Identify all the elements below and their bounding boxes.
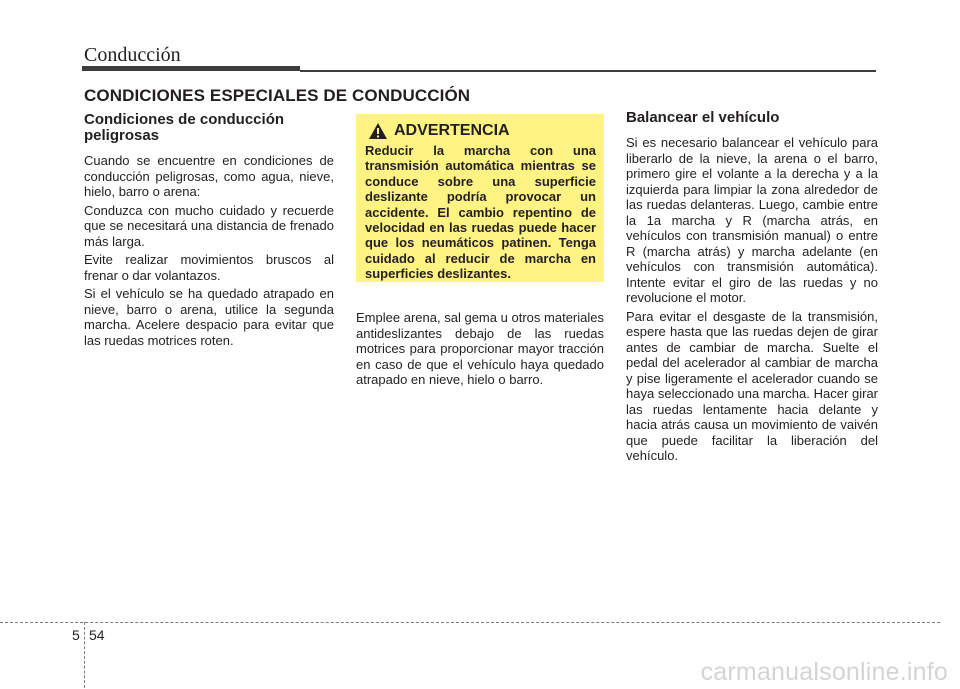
paragraph: Conduzca con mucho cuidado y recuerde que se necesitará una distancia de frenado más larga. xyxy=(84,202,334,249)
paragraph: Si el vehículo se ha quedado atrapado en nieve, barro o arena, utilice la segunda marcha. Acelere despacio para evitar que las ruedas motrices roten. xyxy=(84,286,334,348)
chapter-title: Conducción xyxy=(84,44,181,66)
footer-divider xyxy=(0,622,940,623)
subheading-rocking-vehicle: Balancear el vehículo xyxy=(626,109,780,126)
header-rule-thick xyxy=(82,66,300,71)
paragraph: Emplee arena, sal gema u otros materiales antideslizantes debajo de las ruedas motrices para proporcionar mayor tracción en caso de que el vehículo haya quedado atrapado en nieve, hielo o barro. xyxy=(356,310,604,387)
paragraph: Cuando se encuentre en condiciones de conducción peligrosas, como agua, nieve, hielo, barro o arena: xyxy=(84,153,334,199)
subheading-dangerous-conditions: Condiciones de conducción peligrosas xyxy=(84,111,285,144)
warning-body: Reducir la marcha con una transmisión automática mientras se conduce sobre una superficie deslizante podría provocar un accidente. El cambio repentino de velocidad en las ruedas puede hacer que los neumáticos patinen. Tenga cuidado al reducir de marcha en superficies deslizantes. xyxy=(365,143,596,282)
warning-header xyxy=(365,122,596,140)
page-number-divider xyxy=(84,622,85,688)
paragraph: Si es necesario balancear el vehículo para liberarlo de la nieve, la arena o el barro, primero gire el volante a la derecha y a la izquierda para limpiar la zona alrededor de las ruedas delanteras. Luego, cambie entre la 1a marcha y R (marcha atrás, en vehículos con transmisión manual) o entre R (marcha atrás) y marcha adelante (en vehículos con transmisión automática). Intente evitar el giro de las ruedas y no revolucione el motor. xyxy=(626,135,878,305)
chapter-number: 5 xyxy=(72,627,80,643)
column-right xyxy=(626,110,878,467)
column-middle xyxy=(356,310,604,391)
watermark: carmanualsonline.info xyxy=(700,658,948,686)
header-rule-thin xyxy=(300,70,876,72)
section-heading: CONDICIONES ESPECIALES DE CONDUCCIÓN xyxy=(84,86,471,105)
column-left xyxy=(84,112,334,351)
warning-triangle-icon xyxy=(368,122,388,140)
paragraph: Para evitar el desgaste de la transmisión, espere hasta que las ruedas dejen de girar antes de cambiar de marcha. Suelte el pedal del acelerador al cambiar de marcha y pise ligeramente el acelerador cuando se haya seleccionado una marcha. Hacer girar las ruedas lentamente hacia delante y hacia atrás causa un movimiento de vaivén que puede facilitar la liberación del vehículo. xyxy=(626,308,878,463)
paragraph: Evite realizar movimientos bruscos al frenar o dar volantazos. xyxy=(84,252,334,283)
warning-title: ADVERTENCIA xyxy=(394,122,510,139)
warning-box xyxy=(356,114,604,282)
page-number: 54 xyxy=(89,627,105,643)
